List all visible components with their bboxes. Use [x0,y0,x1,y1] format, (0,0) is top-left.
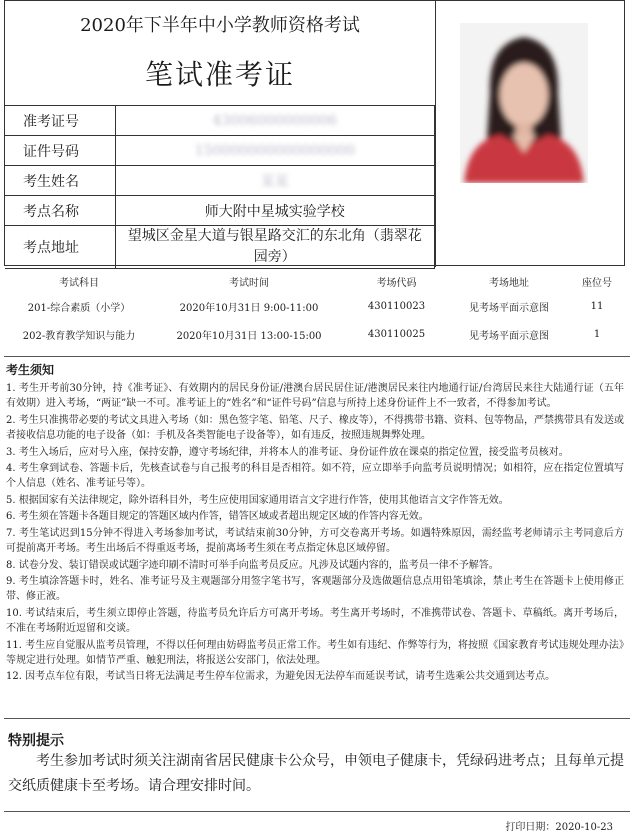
subjects-header-cell: 考场地址 [489,277,529,289]
admission-ticket-page [4,0,625,836]
info-label: 考点名称 [5,196,115,226]
candidate-info-row [5,106,435,136]
special-notice-text: 考生参加考试时须关注湖南省居民健康卡公众号，申领电子健康卡，凭绿码进考点；且每单元提交纸质健康卡至考场。请合理安排时间。 [8,753,624,794]
info-label: 准考证号 [5,106,115,136]
subjects-header-cell: 考试科目 [59,277,99,289]
subject-cell-time: 2020年10月31日 13:00-15:00 [176,330,322,342]
info-value-redacted [115,166,435,196]
redacted-text: 某某 [260,173,289,190]
notice-item: 10. 考试结束后，考生须立即停止答题，待监考员允许后方可离开考场。考生离开考场时，不准携带试卷、答题卡、草稿纸。离开考场后，不准在考场附近逗留和交谈。 [6,607,624,635]
info-value: 师大附中星城实验学校 [115,196,435,226]
subject-cell-subject: 201-综合素质（小学） [27,302,131,314]
candidate-info-row [5,136,435,166]
info-value-redacted [115,106,435,136]
notice-item: 6. 考生须在答题卡各题目规定的答题区域内作答，错答区域或者超出规定区域的作答内容无效。 [6,511,429,523]
candidate-info-row [5,226,435,269]
subjects-header-cell: 考试时间 [229,277,269,289]
subject-cell-subject: 202-教育教学知识与能力 [22,330,136,342]
subjects-header-cell: 考场代码 [376,277,417,289]
special-notice-title: 特别提示 [8,733,64,749]
notice-item: 1. 考生开考前30分钟，持《准考证》、有效期内的居民身份证/港澳台居民居住证/港澳居民来往内地通行证/台湾居民来往大陆通行证（五年有效期）进入考场，“两证”缺一不可。准考证上的“姓名”和“证件号码”信息与所持上述身份证件上不一致者，不得参加考试。 [6,383,624,410]
footer-divider [4,811,630,812]
photo-divider [435,1,436,267]
section-divider [4,356,630,357]
notice-item: 11. 考生应自觉服从监考员管理，不得以任何理由妨碍监考员正常工作。考生如有违纪、作弊等行为，将按照《国家教育考试违规处理办法》等规定进行处理。如情节严重、触犯刑法，将报送公安部门，依法处理。 [6,639,624,666]
candidate-photo-image [460,23,588,183]
subjects-header-row [4,270,625,292]
notice-item: 12. 因考点车位有限，考试当日将无法满足考生停车位需求，为避免因无法停车而延误考试，请考生选乘公共交通到达考点。 [6,671,556,683]
print-date: 打印日期：2020-10-23 [505,822,613,833]
info-label: 证件号码 [5,136,115,166]
exam-subjects-table [4,270,625,348]
info-value-redacted [115,136,435,166]
notice-item: 5. 根据国家有关法律规定，除外语科目外，考生应使用国家通用语言文字进行作答，使用其他语言文字作答无效。 [6,494,509,506]
exam-title: 2020年下半年中小学教师资格考试 [80,15,360,36]
notice-item: 3. 考生入场后，应对号入座，保持安静，遵守考场纪律，并将本人的准考证、身份证件放在课桌的指定位置，接受监考员核对。 [6,446,569,458]
subject-cell-code: 430110023 [367,300,426,312]
subject-row [4,292,625,320]
ticket-title: 笔试准考证 [144,58,295,91]
notice-item: 8. 试卷分发、装订错误或试题字迹印刷不清时可举手向监考员反应。凡涉及试题内容的，监考员一律不予解答。 [6,559,499,571]
subject-cell-address: 见考场平面示意图 [469,302,549,314]
subject-cell-address: 见考场平面示意图 [469,330,549,342]
notice-item: 7. 考生笔试迟到15分钟不得进入考场参加考试，考试结束前30分钟，方可交卷离开考场。如遇特殊原因，需经监考老师请示主考同意后方可提前离开考场。考生出场后不得重返考场，提前离场考生须在考点指定休息区域停留。 [6,527,624,555]
subject-cell-code: 430110025 [367,328,426,340]
section-divider [4,718,630,719]
notice-item: 4. 考生拿到试卷、答题卡后，先核查试卷与自己报考的科目是否相符。如不符，应立即举手向监考员说明情况；如相符，应在指定位置填写个人信息（姓名、准考证号等）。 [6,463,624,490]
info-value: 望城区金星大道与银星路交汇的东北角（翡翠花园旁） [115,226,435,269]
subjects-header-cell: 座位号 [582,277,612,289]
candidate-info-table [5,105,435,269]
redacted-text: 150000000000000000 [194,142,355,159]
subject-row [4,320,625,348]
notice-item: 9. 考生填涂答题卡时，姓名、准考证号及主观题部分用签字笔书写，客观题部分及选做题信息点用铅笔填涂，禁止考生在答题卡上使用修正带、修正液。 [6,576,624,603]
notice-title: 考生须知 [6,363,55,377]
candidate-info-row [5,196,435,226]
info-label: 考生姓名 [5,166,115,196]
redacted-text: 43006000000006 [212,112,338,129]
candidate-photo [460,23,588,183]
subject-cell-seat: 1 [593,328,601,340]
subject-cell-time: 2020年10月31日 9:00-11:00 [179,302,319,314]
ticket-header-card [4,0,625,266]
info-label: 考点地址 [5,226,115,269]
subject-cell-seat: 11 [590,300,604,312]
notice-list [6,381,624,686]
candidate-info-row [5,166,435,196]
notice-item: 2. 考生只准携带必要的考试文具进入考场（如：黑色签字笔、铅笔、尺子、橡皮等），不得携带书籍、资料、包等物品，严禁携带具有发送或者接收信息功能的电子设备（如：手机及各类智能电子设备等），如有违反，按照违规舞弊处理。 [6,414,624,442]
